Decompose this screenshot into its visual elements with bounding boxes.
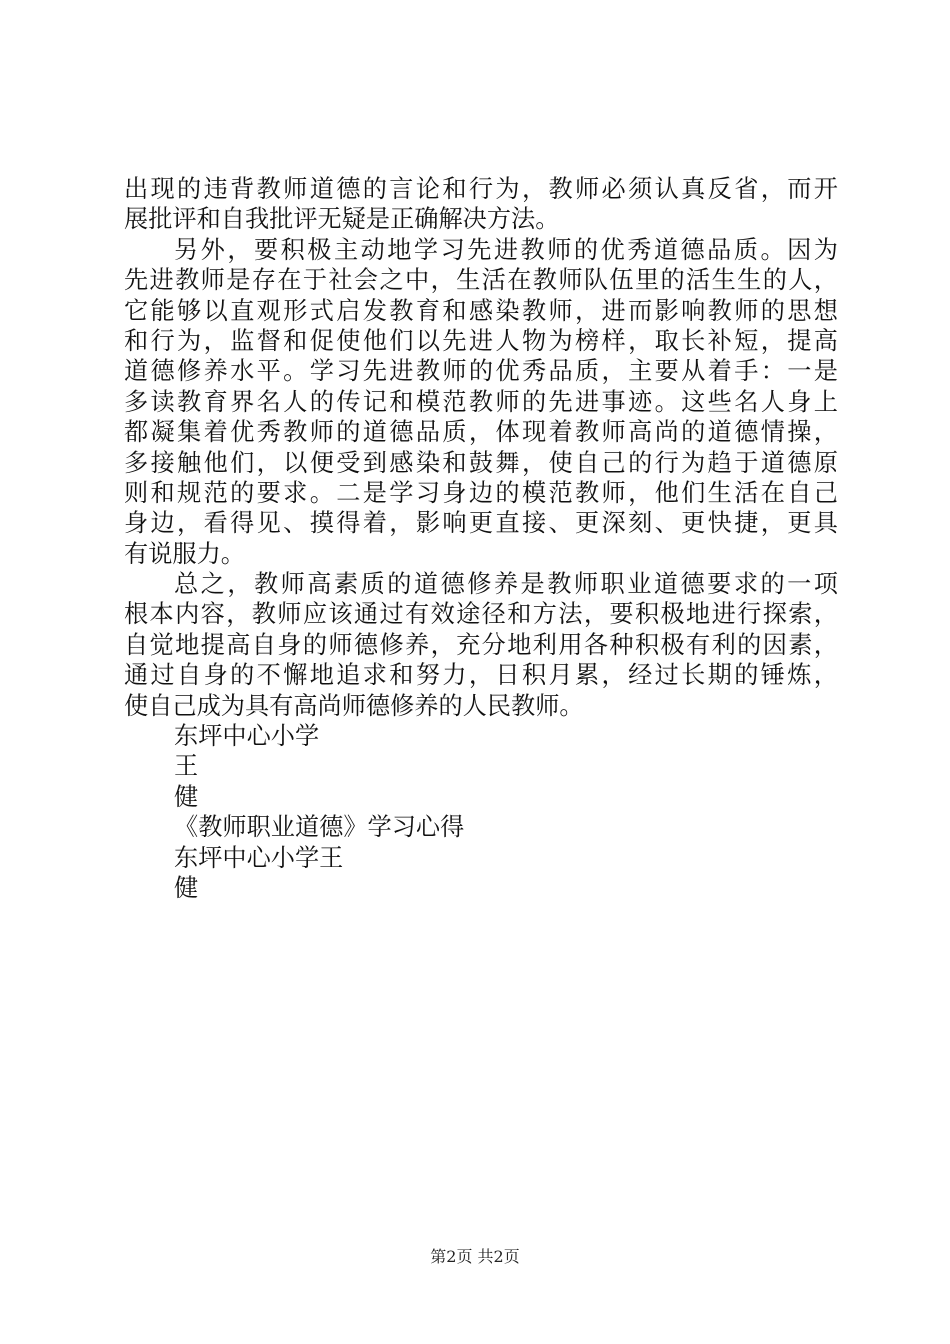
paragraph-first-line: 另外，要积极主动地学习先进教师的优秀道德品质。因为: [174, 235, 838, 264]
paragraph-first-line: 总之，教师高素质的道德修养是教师职业道德要求的一项: [174, 570, 838, 599]
text-line: 多读教育界名人的传记和模范教师的先进事迹。这些名人身上: [124, 387, 838, 416]
text-line: 通过自身的不懈地追求和努力，日积月累，经过长期的锤炼，: [124, 661, 838, 690]
text-line: 道德修养水平。学习先进教师的优秀品质，主要从着手：一是: [124, 357, 838, 386]
signature-school: 东坪中心小学: [174, 722, 320, 751]
author-line: 东坪中心小学王: [174, 843, 344, 872]
text-line: 自觉地提高自身的师德修养，充分地利用各种积极有利的因素，: [124, 630, 838, 659]
text-line: 有说服力。: [124, 539, 245, 568]
text-line: 使自己成为具有高尚师德修养的人民教师。: [124, 691, 584, 720]
page-number-footer: 第2页 共2页: [430, 1247, 520, 1266]
text-line: 根本内容，教师应该通过有效途径和方法，要积极地进行探索，: [124, 600, 838, 629]
text-line: 和行为，监督和促使他们以先进人物为榜样，取长补短，提高: [124, 326, 838, 355]
document-title: 《教师职业道德》学习心得: [174, 813, 465, 842]
text-line: 出现的违背教师道德的言论和行为，教师必须认真反省，而开: [124, 175, 838, 203]
text-line: 展批评和自我批评无疑是正确解决方法。: [124, 205, 560, 234]
text-line: 它能够以直观形式启发教育和感染教师，进而影响教师的思想: [124, 296, 838, 325]
document-body: [124, 174, 838, 903]
text-line: 则和规范的要求。二是学习身边的模范教师，他们生活在自己: [124, 478, 838, 507]
text-line: 身边，看得见、摸得着，影响更直接、更深刻、更快捷，更具: [124, 509, 838, 538]
text-line: 多接触他们，以便受到感染和鼓舞，使自己的行为趋于道德原: [124, 448, 838, 477]
text-line: 先进教师是存在于社会之中，生活在教师队伍里的活生生的人，: [124, 266, 838, 295]
signature-given-name: 健: [174, 782, 199, 811]
author-line-continued: 健: [174, 873, 199, 902]
signature-surname: 王: [174, 752, 199, 781]
text-line: 都凝集着优秀教师的道德品质，体现着教师高尚的道德情操，: [124, 418, 838, 447]
